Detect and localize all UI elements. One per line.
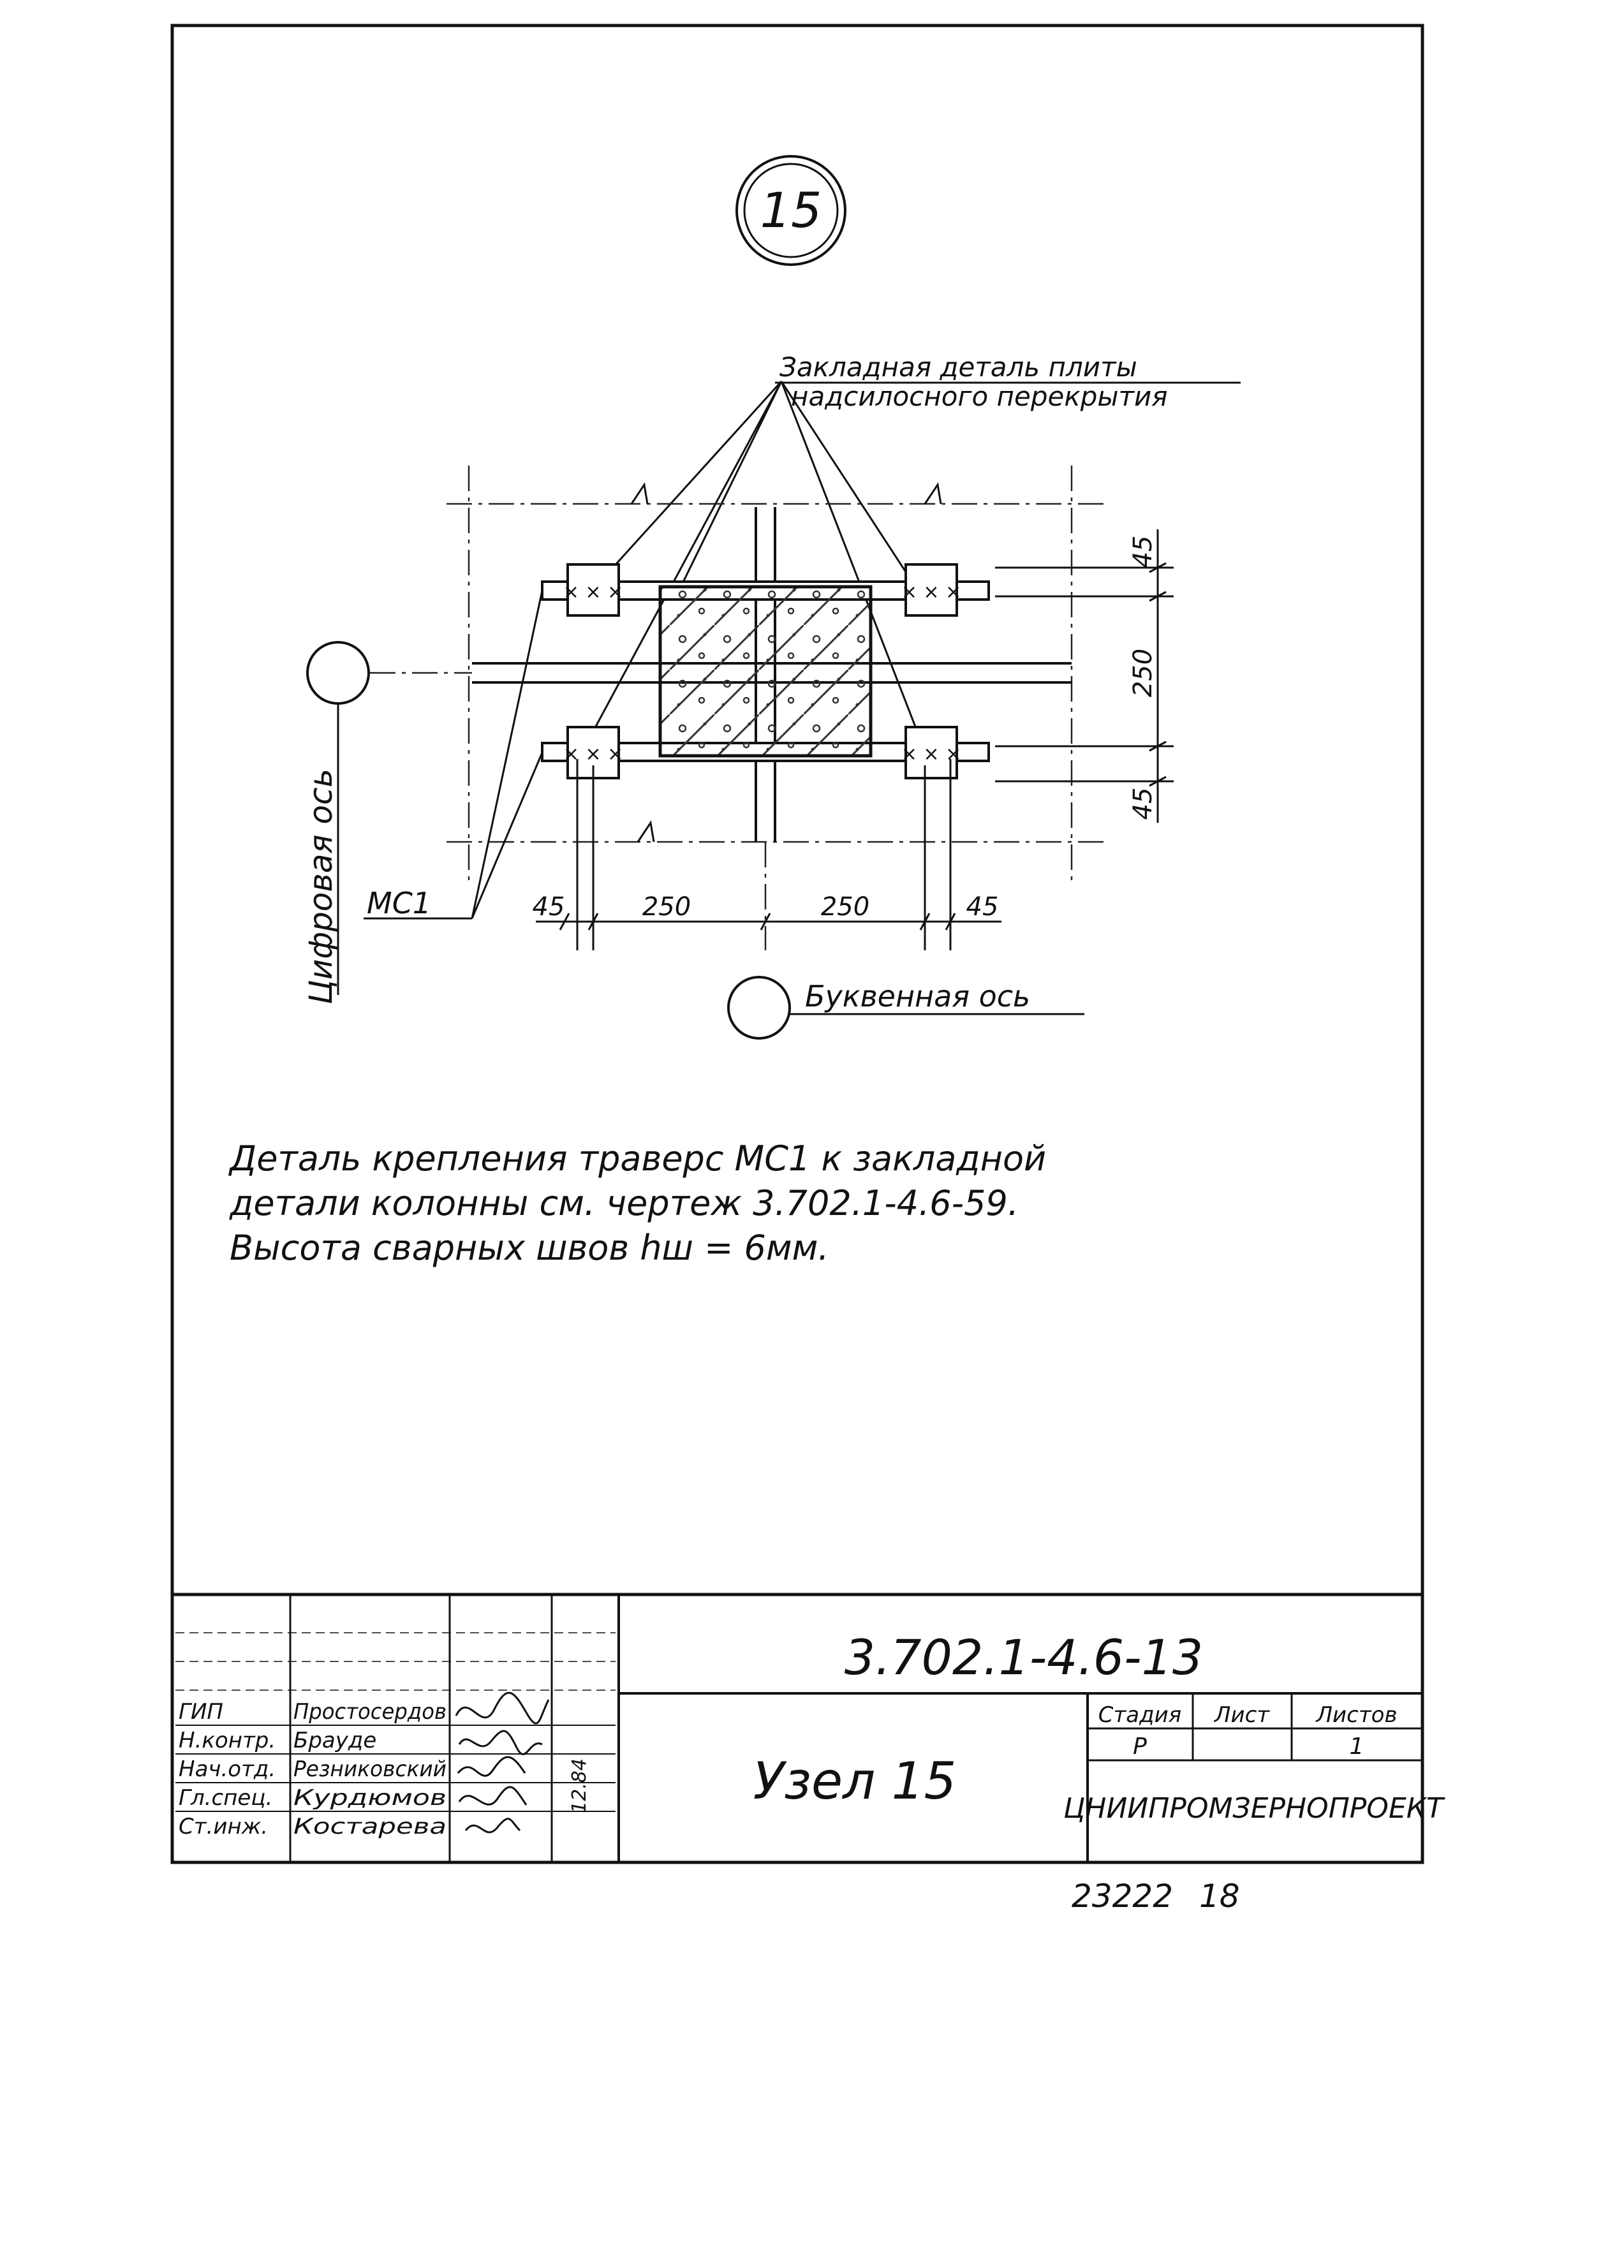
note-line-2: детали колонны см. чертеж 3.702.1-4.6-59. <box>230 1183 1019 1223</box>
name-4: Курдюмов <box>293 1785 447 1811</box>
organization-name: ЦНИИПРОМЗЕРНОПРОЕКТ <box>1063 1792 1443 1825</box>
archive-stamp <box>1072 1878 1240 1915</box>
sheet-header: Лист <box>1214 1702 1270 1728</box>
role-norm-control: Н.контр. <box>179 1728 276 1753</box>
sheets-header: Листов <box>1316 1702 1398 1728</box>
name-3: Резниковский <box>293 1756 447 1782</box>
embedded-part-label-line2: надсилосного перекрытия <box>791 381 1168 412</box>
name-2: Брауде <box>293 1728 377 1753</box>
dim-center: 250 <box>1128 648 1158 698</box>
dim-left: 45 <box>532 892 565 922</box>
embedded-plate-top-right <box>901 564 961 615</box>
sheet-frame <box>172 26 1422 1862</box>
archive-number: 23222 <box>1072 1878 1174 1915</box>
name-5: Костарева <box>293 1814 447 1839</box>
node-marker <box>737 156 845 265</box>
notes <box>228 1138 1046 1268</box>
dim-bottom: 45 <box>1128 787 1158 820</box>
digital-axis-marker <box>302 642 369 1005</box>
dim-middle-left: 250 <box>642 892 691 922</box>
stage-value: Р <box>1133 1734 1147 1760</box>
node-number: 15 <box>760 182 822 239</box>
approval-date: 12.84 <box>568 1758 591 1813</box>
embedded-part-label-line1: Закладная деталь плиты <box>779 351 1137 383</box>
role-senior-engineer: Ст.инж. <box>179 1814 269 1839</box>
letter-axis-label: Буквенная ось <box>805 979 1031 1013</box>
document-code: 3.702.1-4.6-13 <box>844 1629 1204 1686</box>
name-1: Простосердов <box>293 1699 447 1725</box>
dim-right: 45 <box>966 892 999 922</box>
role-chief-specialist: Гл.спец. <box>179 1785 273 1811</box>
digital-axis-label: Цифровая ось <box>302 768 339 1005</box>
letter-axis-marker <box>728 977 1084 1038</box>
traverse-label: МС1 <box>367 886 432 920</box>
column-section <box>660 587 871 756</box>
horizontal-dimensions <box>533 759 1001 950</box>
note-line-3: Высота сварных швов hш = 6мм. <box>230 1228 829 1268</box>
traverse-callout <box>364 591 542 920</box>
drawing-title: Узел 15 <box>753 1751 957 1811</box>
page-number: 18 <box>1199 1878 1240 1915</box>
dim-top: 45 <box>1128 535 1158 568</box>
title-block <box>172 1594 1445 1862</box>
sheets-value: 1 <box>1349 1734 1364 1760</box>
vertical-dimensions <box>995 529 1174 823</box>
dim-middle-right: 250 <box>820 892 870 922</box>
role-dept-head: Нач.отд. <box>179 1756 276 1782</box>
svg-text:× × ×: × × × <box>563 581 624 603</box>
svg-text:× × ×: × × × <box>901 581 962 603</box>
stage-header: Стадия <box>1098 1702 1182 1728</box>
note-line-1: Деталь крепления траверс МС1 к закладной <box>230 1138 1047 1179</box>
svg-text:× × ×: × × × <box>563 743 624 765</box>
embedded-plate-bottom-right <box>901 727 961 778</box>
svg-text:× × ×: × × × <box>901 743 962 765</box>
role-chief-engineer: ГИП <box>179 1699 223 1725</box>
embedded-plate-top-left <box>563 564 623 615</box>
